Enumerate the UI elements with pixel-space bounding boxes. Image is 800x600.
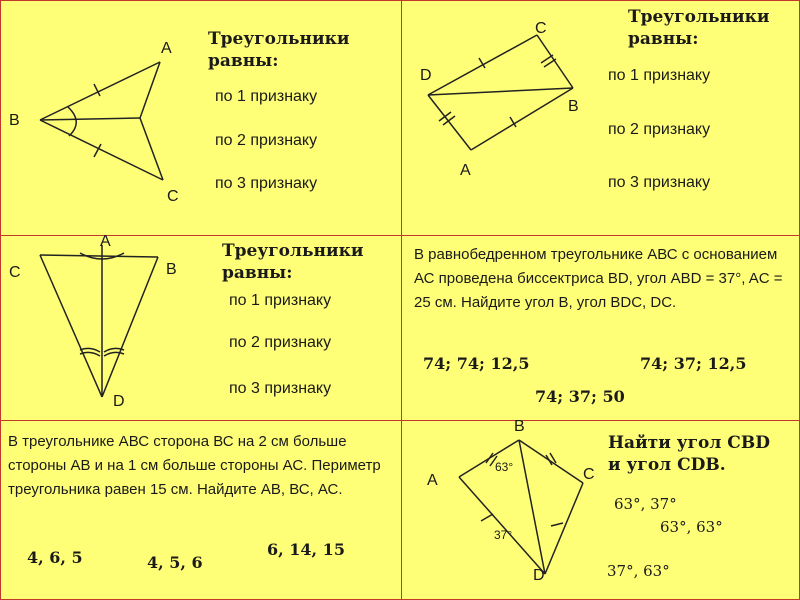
panel4-task-text: В равнобедренном треугольнике АВС с основанием АС проведена биссектриса BD, угол ABD = 37°, AC = 25 см. Найдите угол В, угол BDC, DC.	[414, 246, 783, 311]
angle-label-63: 63°	[495, 460, 514, 474]
vertex-c-label: C	[9, 264, 21, 281]
vertex-d-label: D	[113, 393, 125, 410]
vertex-d-label: D	[420, 67, 432, 84]
vertex-b-label: B	[166, 261, 177, 278]
panel3-title: Треугольники равны:	[222, 241, 364, 283]
panel5-task-text: В треугольнике АВС сторона ВС на 2 см больше стороны АВ и на 1 см больше стороны АС. Периметр треугольника равен 15 см. Найдите АВ, ВС, АС.	[8, 433, 381, 498]
panel2-option-2[interactable]: по 2 признаку	[608, 121, 711, 138]
panel2-title: Треугольники равны:	[628, 7, 770, 49]
panel2-option-3[interactable]: по 3 признаку	[608, 174, 711, 191]
vertex-c-label: C	[583, 466, 595, 483]
panel1-option-2[interactable]: по 2 признаку	[215, 132, 318, 149]
vertex-a-label: A	[161, 40, 172, 57]
vertex-a-label: A	[427, 472, 438, 489]
panel5-answer-1[interactable]: 4, 6, 5	[27, 548, 83, 567]
vertex-a-label: A	[100, 233, 111, 250]
panel1-title: Треугольники равны:	[208, 29, 350, 71]
figure-panel3	[40, 245, 158, 397]
panel6-answer-3[interactable]: 37°, 63°	[607, 562, 670, 580]
panel1-option-1[interactable]: по 1 признаку	[215, 88, 318, 105]
panel6-answer-2[interactable]: 63°, 63°	[660, 518, 723, 536]
panel1-option-3[interactable]: по 3 признаку	[215, 175, 318, 192]
panel5-answer-3[interactable]: 6, 14, 15	[267, 540, 345, 559]
panel3-option-3[interactable]: по 3 признаку	[229, 380, 332, 397]
figure-panel2	[428, 35, 573, 150]
panel4-answer-1[interactable]: 74; 74; 12,5	[423, 354, 530, 373]
vertex-c-label: C	[167, 188, 179, 205]
panel6-title: Найти угол CBD и угол CDB.	[608, 433, 770, 475]
figure-panel1	[40, 62, 163, 180]
vertex-c-label: C	[535, 20, 547, 37]
panel5-answer-2[interactable]: 4, 5, 6	[147, 553, 203, 572]
vertex-b-label: B	[568, 98, 579, 115]
panel2-option-1[interactable]: по 1 признаку	[608, 67, 711, 84]
panel6-answer-1[interactable]: 63°, 37°	[614, 495, 677, 513]
panel4-answer-2[interactable]: 74; 37; 12,5	[640, 354, 747, 373]
panel3-option-2[interactable]: по 2 признаку	[229, 334, 332, 351]
vertex-b-label: B	[514, 418, 525, 435]
panel4-answer-3[interactable]: 74; 37; 50	[535, 387, 625, 406]
vertex-a-label: A	[460, 162, 471, 179]
vertex-b-label: B	[9, 112, 20, 129]
panel3-option-1[interactable]: по 1 признаку	[229, 292, 332, 309]
figure-panel6	[459, 440, 583, 574]
angle-label-37: 37°	[494, 528, 513, 542]
vertex-d-label: D	[533, 567, 545, 584]
